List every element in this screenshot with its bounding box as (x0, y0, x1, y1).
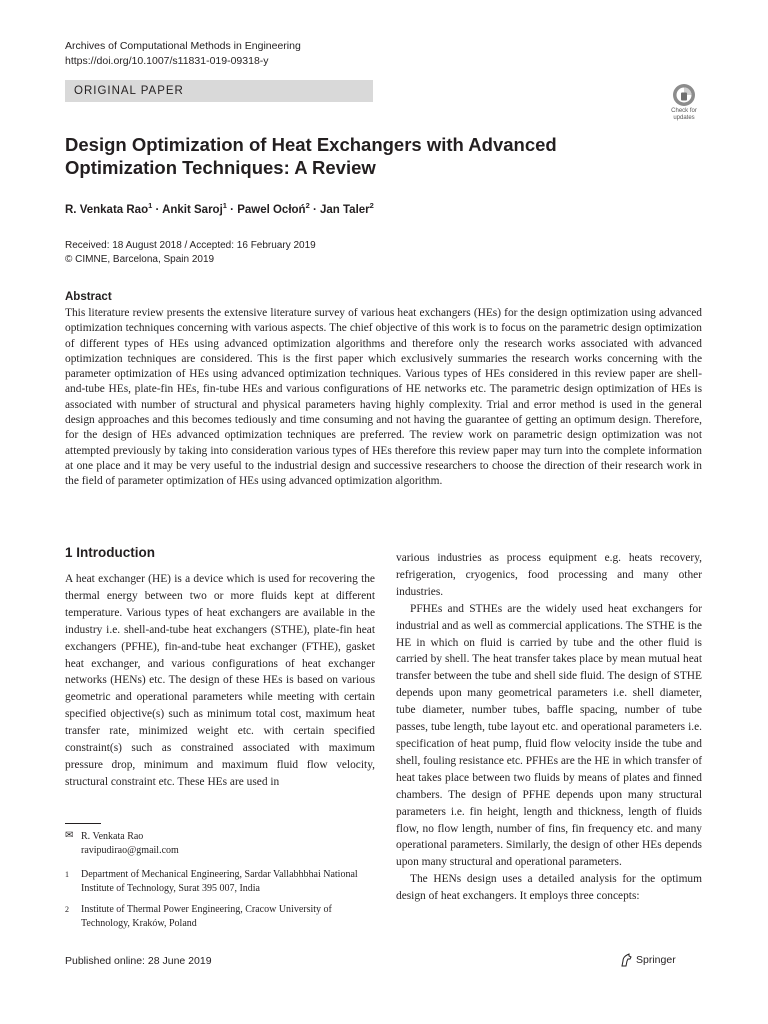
author-name[interactable]: Pawel Ocłoń (237, 203, 306, 216)
section-heading-introduction: 1 Introduction (65, 545, 155, 560)
author-separator: · (226, 203, 238, 216)
paper-type-label: ORIGINAL PAPER (65, 80, 373, 102)
left-column (65, 545, 375, 791)
author-name[interactable]: Jan Taler (319, 203, 370, 216)
author-list (65, 201, 374, 216)
author-affiliation-mark: 1 (148, 201, 153, 210)
intro-paragraph-3: PFHEs and STHEs are the widely used heat exchangers for industrial and as well as commercial applications. The STHE is the HE in which on fluid is carried by tube and the other fluid is carried by shell. The heat transfer takes place by mean mutual heat transfer between the tube and shell side fluid. The design of STHE depends upon many geometrical parameters i.e. shell diameter, tube diameter, number tubes, baffle spacing, number of tube passes, tube length, tube layout etc. and operational parameters i.e. specification of heat pump, fluid flow velocity inside the tube and shell, fouling resistance etc. PFHEs are the HE in which transfer of heat takes place between two fluids by means of plates and finned chambers. The design of PFHE depends upon many structural parameters i.e. fin height, length and thickness, length of fluids flow, no flow length, number of fins, fin frequency etc. and many operational parameters. Similarly, the design of other HEs depends upon many structural and operational parameters. (396, 602, 702, 869)
right-column (396, 550, 702, 905)
check-updates-icon (672, 83, 696, 107)
publisher-logo (620, 953, 676, 967)
footnote-divider (65, 823, 101, 824)
author-affiliation-mark: 1 (222, 201, 227, 210)
abstract-text: This literature review presents the extensive literature survey of various heat exchangers (HEs) for the design optimization using advanced optimization techniques concerning with various aspects. The chief objective of this work is to focus on the parametric design optimization of different types of HEs using advanced optimization algorithms and therefore only the research works associated with advanced optimization techniques are considered. This is the first paper which exclusively summaries the research works concerning with the parameter optimization of HEs using advanced optimization techniques. Various types of HEs considered in this review paper are shell-and-tube HEs, plate-fin HEs, fin-tube HEs and various configurations of HE networks etc. The parametric design optimization of HEs is associated with number of structural and physical parameters having highly complexity. Trial and error method is used in the general design approaches and this becomes tediously and time consuming and not having the guarantee of getting an optimum design. Therefore, for the design of HEs advanced optimization techniques are preferred. The review work on parametric design optimization was not attempted previously by taking into consideration various types of HEs therefore this review paper may turn into the complete information at one place and it may be very useful to the industrial design and successive researchers to choose the direction of their research work in the field of parameter optimization of HEs using advanced optimization algorithm. (65, 307, 702, 488)
affiliation-mark-1: 1 (65, 870, 69, 879)
author-name[interactable]: R. Venkata Rao (65, 203, 149, 216)
copyright-notice: © CIMNE, Barcelona, Spain 2019 (65, 254, 215, 265)
intro-paragraph-1: A heat exchanger (HE) is a device which is used for recovering the thermal energy between two or more fluids kept at different temperature. Various types of heat exchangers are available in the industry i.e. shell-and-tube heat exchangers (STHE), plate-fin heat exchangers (PFHE), fin-and-tube heat exchanger (FTHE), gasket heat exchanger, and various configurations of heat exchanger networks (HENs) etc. The design of these HEs is based on various geometric and operational parameters while meeting with certain specified objective(s) such as minimum total cost, maximum heat transfer rate, minimized weight etc. with certain specified constraint(s) such as constrained associated with maximum pressure drop, minimum and maximum fluid flow velocity, structural constraint etc. These HEs are used in (65, 573, 375, 788)
corresponding-author-email[interactable]: ravipudirao@gmail.com (81, 844, 179, 856)
paper-title: Design Optimization of Heat Exchangers with Advanced Optimization Techniques: A Review (65, 134, 557, 178)
abstract-heading: Abstract (65, 291, 112, 303)
author-affiliation-mark: 2 (305, 201, 310, 210)
corresponding-author-name: R. Venkata Rao (81, 831, 144, 842)
envelope-icon: ✉ (65, 830, 74, 841)
affiliation-text-2: Institute of Thermal Power Engineering, Cracow University of Technology, Kraków, Poland (81, 904, 332, 929)
affiliation-mark-2: 2 (65, 905, 69, 914)
intro-paragraph-4: The HENs design uses a detailed analysis for the optimum design of heat exchangers. It employs three concepts: (396, 873, 702, 903)
received-accepted-dates: Received: 18 August 2018 / Accepted: 16 February 2019 (65, 240, 316, 251)
check-updates-line2: updates (673, 114, 695, 121)
intro-paragraph-2: various industries as process equipment e.g. heats recovery, refrigeration, cryogenics, food processing and many other industries. (396, 552, 702, 598)
check-updates-line1: Check for (671, 108, 697, 114)
published-online-date: Published online: 28 June 2019 (65, 955, 212, 967)
doi-link[interactable]: https://doi.org/10.1007/s11831-019-09318-y (65, 55, 269, 67)
check-for-updates-badge[interactable] (664, 83, 704, 123)
check-updates-text (671, 108, 697, 121)
author-separator: · (152, 203, 163, 216)
author-name[interactable]: Ankit Saroj (162, 203, 223, 216)
author-separator: · (309, 203, 320, 216)
publisher-name: Springer (636, 954, 676, 966)
author-affiliation-mark: 2 (369, 201, 374, 210)
springer-horse-icon (620, 953, 632, 967)
affiliation-text-1: Department of Mechanical Engineering, Sardar Vallabhbhai National Institute of Technology, Surat 395 007, India (81, 869, 358, 894)
journal-name: Archives of Computational Methods in Engineering (65, 40, 301, 52)
